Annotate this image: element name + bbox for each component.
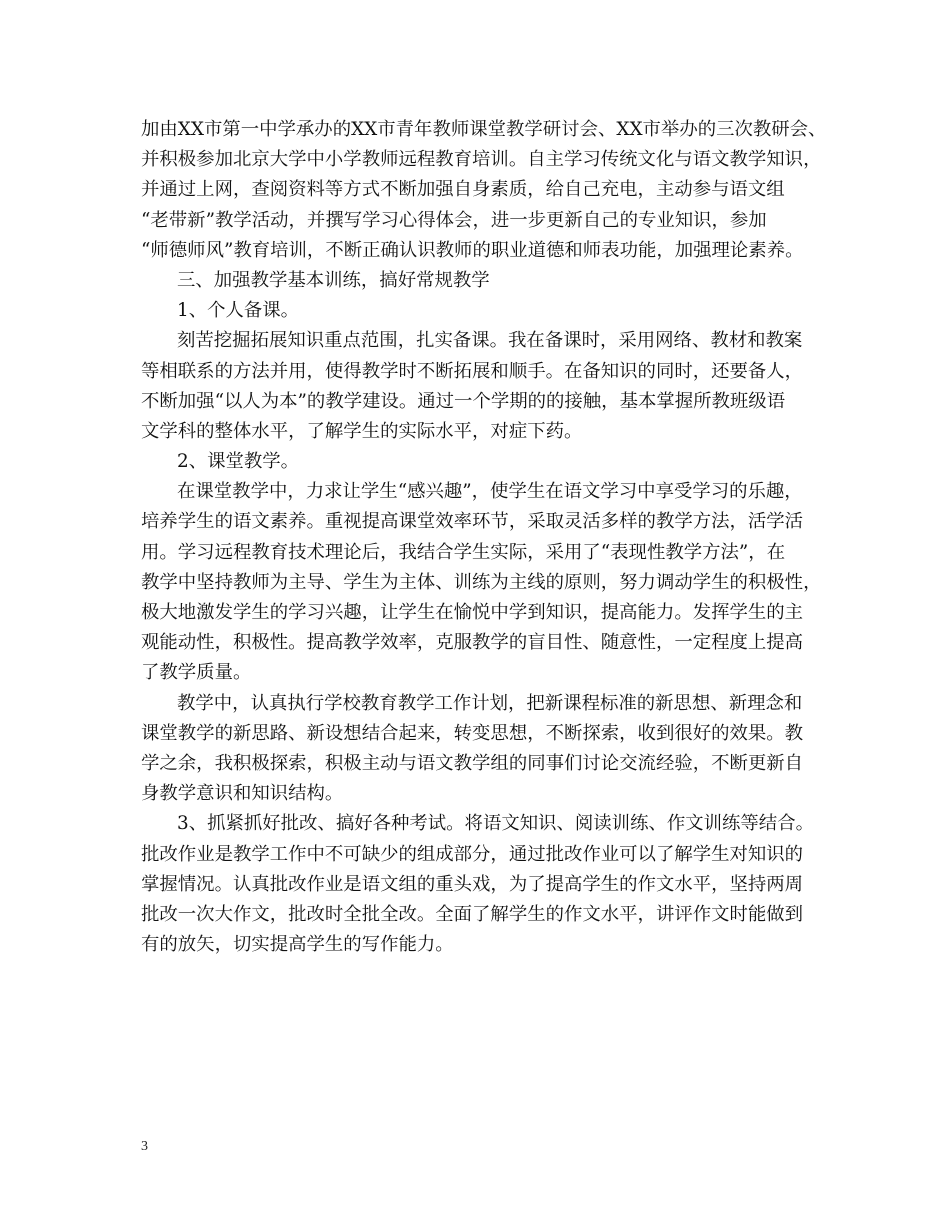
text-line: 并通过上网，查阅资料等方式不断加强自身素质，给自己充电，主动参与语文组: [141, 179, 785, 201]
text-line: 在课堂教学中，力求让学生“感兴趣”，使学生在语文学习中享受学习的乐趣，: [177, 481, 803, 503]
text-line: 等相联系的方法并用，使得教学时不断拓展和顺手。在备知识的同时，还要备人，: [141, 360, 804, 382]
text-line: 批改作业是教学工作中不可缺少的组成部分，通过批改作业可以了解学生对知识的: [141, 843, 804, 865]
text-line: 学之余，我积极探索，积极主动与语文教学组的同事们讨论交流经验，不断更新自: [141, 752, 804, 774]
text-line: 加由XX市第一中学承办的XX市青年教师课堂教学研讨会、XX市举办的三次教研会、: [141, 119, 827, 140]
text-line: 用。学习远程教育技术理论后，我结合学生实际，采用了“表现性教学方法”，在: [141, 541, 786, 563]
page-number: 3: [141, 1139, 148, 1154]
text-line: 身教学意识和知识结构。: [141, 783, 344, 805]
text-line: 并积极参加北京大学中小学教师远程教育培训。自主学习传统文化与语文教学知识，: [141, 149, 822, 171]
section-heading: 三、加强教学基本训练，搞好常规教学: [177, 269, 490, 291]
text-line: 不断加强“以人为本”的教学建设。通过一个学期的的接触，基本掌握所教班级语: [141, 390, 786, 412]
text-line: 观能动性，积极性。提高教学效率，克服教学的盲目性、随意性，一定程度上提高: [141, 632, 804, 654]
text-line: 培养学生的语文素养。重视提高课堂效率环节，采取灵活多样的教学方法，活学活: [141, 511, 804, 533]
text-line: 刻苦挖掘拓展知识重点范围，扎实备课。我在备课时，采用网络、教材和教案: [177, 330, 803, 352]
text-line: 课堂教学的新思路、新设想结合起来，转变思想，不断探索，收到很好的效果。教: [141, 722, 804, 744]
subsection-heading: 1、个人备课。: [177, 300, 300, 322]
text-line: 极大地激发学生的学习兴趣，让学生在愉悦中学到知识，提高能力。发挥学生的主: [141, 602, 804, 623]
text-line: 批改一次大作文，批改时全批全改。全面了解学生的作文水平，讲评作文时能做到: [141, 903, 804, 925]
subsection-heading: 3、抓紧抓好批改、搞好各种考试。将语文知识、阅读训练、作文训练等结合。: [177, 813, 814, 835]
text-line: 了教学质量。: [141, 662, 252, 684]
subsection-heading: 2、课堂教学。: [177, 451, 300, 473]
text-line: 文学科的整体水平，了解学生的实际水平，对症下药。: [141, 420, 583, 442]
text-line: 掌握情况。认真批改作业是语文组的重头戏，为了提高学生的作文水平，坚持两周: [141, 873, 804, 895]
text-line: 教学中，认真执行学校教育教学工作计划，把新课程标准的新思想、新理念和: [177, 692, 803, 714]
text-line: “师德师风”教育培训，不断正确认识教师的职业道德和师表功能，加强理论素养。: [141, 239, 804, 261]
text-line: 教学中坚持教师为主导、学生为主体、训练为主线的原则，努力调动学生的积极性，: [141, 571, 822, 593]
text-line: “老带新”教学活动，并撰写学习心得体会，进一步更新自己的专业知识，参加: [141, 209, 767, 231]
body-text: [141, 115, 831, 960]
text-line: 有的放矢，切实提高学生的写作能力。: [141, 934, 454, 956]
